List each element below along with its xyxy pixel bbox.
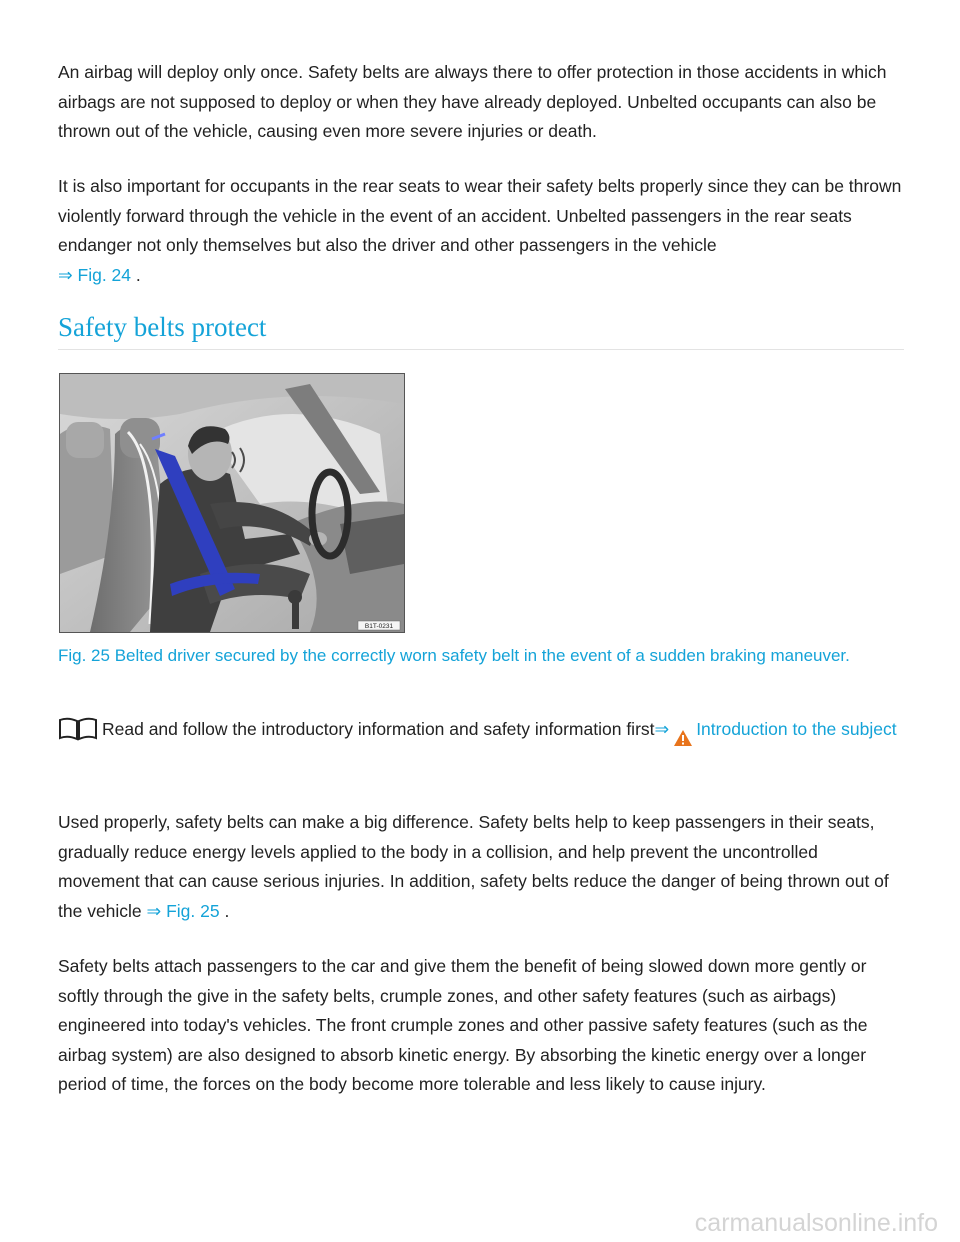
paragraph-end: .: [224, 900, 230, 921]
watermark: carmanualsonline.info: [694, 1209, 938, 1237]
paragraph-text: Used properly, safety belts can make a big difference. Safety belts help to keep passengers in their seats, gradually reduce energy levels applied to the body in a collision, and help prevent the uncontrolled movement that can cause serious injuries. In addition, safety belts reduce the danger of being thrown out of the vehicle: [58, 812, 889, 921]
warning-icon: [673, 729, 693, 747]
paragraph-benefits: [58, 808, 904, 926]
introduction-link[interactable]: Introduction to the subject: [696, 719, 897, 739]
fig-25-link[interactable]: ⇒ Fig. 25: [146, 900, 220, 921]
paragraph-end: .: [135, 264, 141, 285]
figure-belted-driver: [59, 373, 405, 633]
intro-arrow-link[interactable]: ⇒: [654, 719, 670, 739]
belted-driver-illustration: [60, 374, 404, 632]
section-heading: Safety belts protect: [58, 312, 904, 350]
intro-reference: [58, 714, 904, 747]
book-icon: [58, 717, 98, 741]
fig-24-link[interactable]: ⇒ Fig. 24: [58, 264, 132, 285]
intro-text: Read and follow the introductory information and safety information first: [102, 719, 655, 739]
paragraph-airbag-deploy: An airbag will deploy only once. Safety belts are always there to offer protection in those accidents in which airbags are not supposed to deploy or when they have already deployed. Unbelted occupants can also be thrown out of the vehicle, causing even more severe injuries or death.: [58, 62, 887, 141]
paragraph-rear-seats: [58, 172, 904, 290]
figure-code: B1T-0231: [364, 623, 394, 630]
figure-caption: Fig. 25 Belted driver secured by the correctly worn safety belt in the event of a sudden braking maneuver.: [58, 646, 850, 665]
paragraph-kinetic-energy: Safety belts attach passengers to the car and give them the benefit of being slowed down more gently or softly through the give in the safety belts, crumple zones, and other safety features (such as airbags) engineered into today's vehicles. The front crumple zones and other passive safety features (such as the airbag system) are also designed to absorb kinetic energy. By absorbing the kinetic energy over a longer period of time, the forces on the body become more tolerable and less likely to cause injury.: [58, 956, 868, 1094]
paragraph-text: It is also important for occupants in the rear seats to wear their safety belts properly since they can be thrown violently forward through the vehicle in the event of an accident. Unbelted passengers in the rear seats endanger not only themselves but also the driver and other passengers in the vehicle: [58, 176, 902, 255]
